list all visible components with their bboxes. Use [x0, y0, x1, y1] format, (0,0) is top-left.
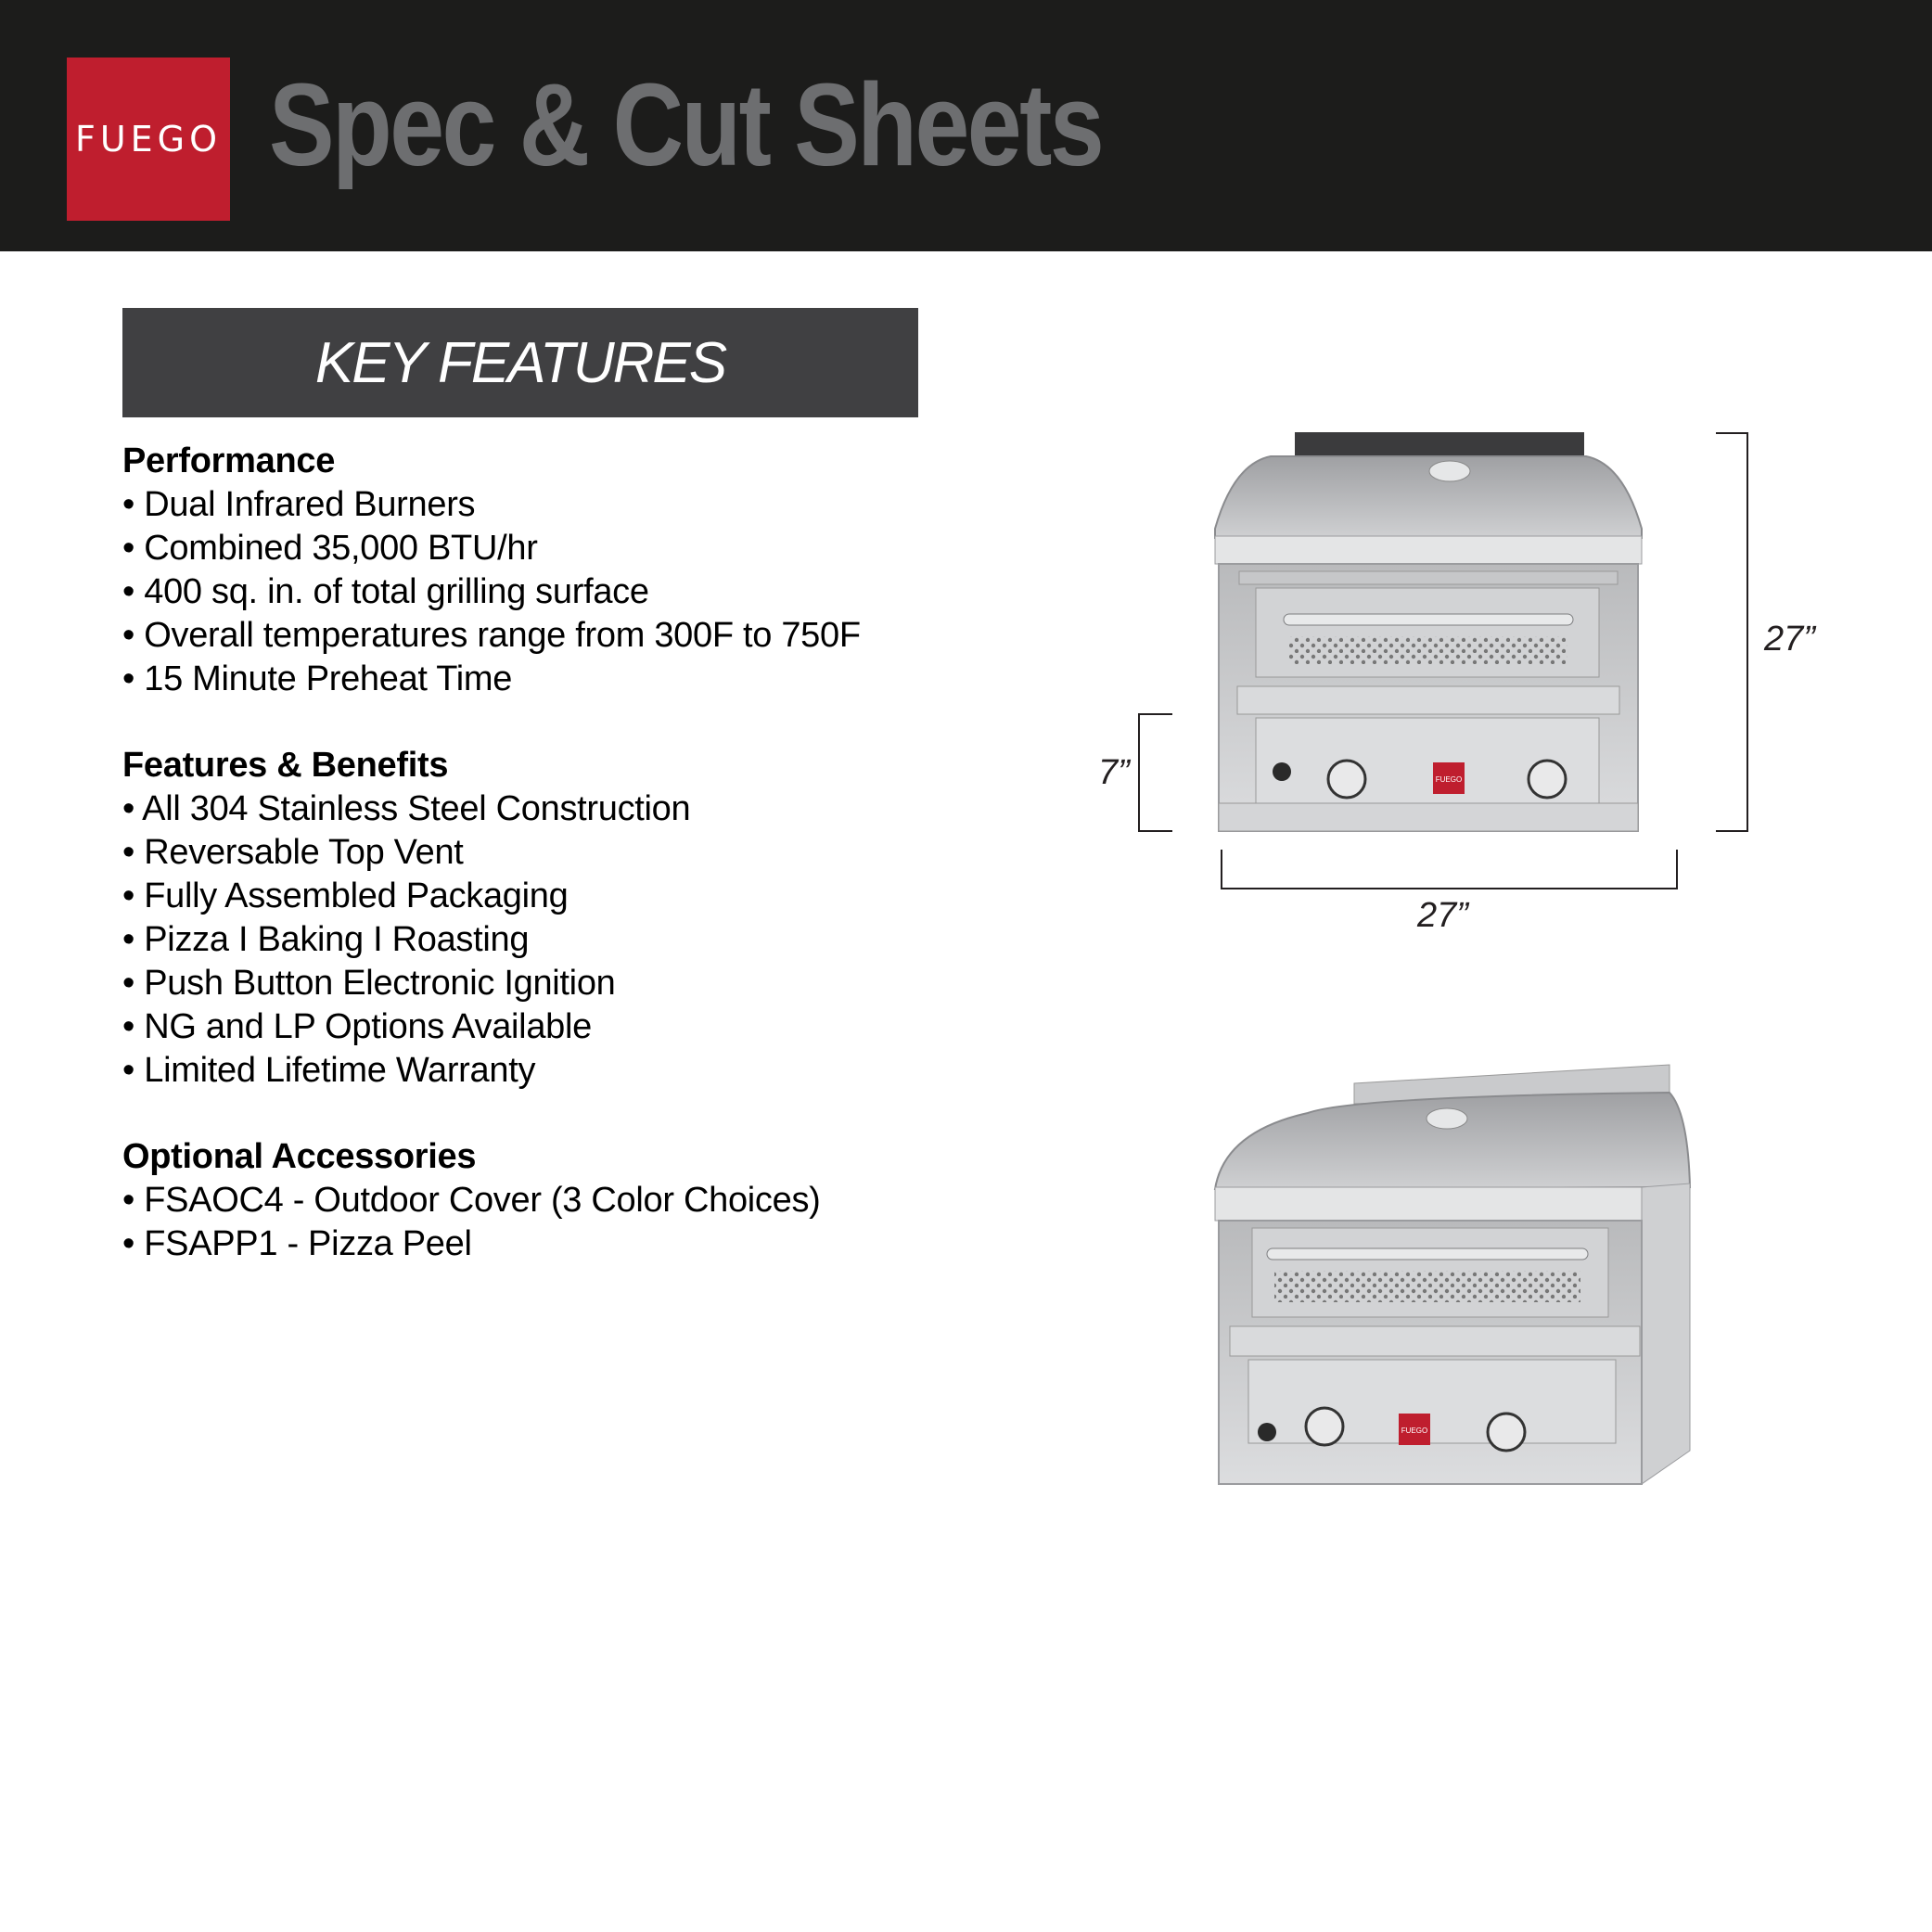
height-dimension-line [1716, 433, 1747, 831]
list-item: • Dual Infrared Burners [122, 485, 476, 524]
product-illustrations [1076, 408, 1836, 1521]
oven-top-trim [1239, 571, 1618, 584]
section-optional-accessories [122, 1135, 939, 1266]
height-dimension-label: 27” [1764, 620, 1815, 659]
burner-knob-left-3d [1306, 1408, 1343, 1445]
vent-holes [1289, 636, 1567, 664]
burner-knob-right [1529, 761, 1566, 798]
list-item: • Push Button Electronic Ignition [122, 964, 616, 1003]
door-handle-3d [1267, 1248, 1588, 1260]
page-title: Spec & Cut Sheets [269, 59, 1103, 190]
list-item: • Overall temperatures range from 300F to 750F [122, 616, 861, 655]
list-item: • NG and LP Options Available [122, 1007, 592, 1046]
control-panel-3d [1248, 1360, 1616, 1443]
perspective-badge-text: FUEGO [1401, 1427, 1428, 1435]
front-badge-text: FUEGO [1435, 775, 1463, 784]
fuego-logo [67, 58, 230, 221]
page-header [0, 0, 1932, 251]
list-item: • Fully Assembled Packaging [122, 876, 569, 915]
grill-base [1219, 803, 1638, 831]
list-item: • Combined 35,000 BTU/hr [122, 529, 538, 568]
temperature-gauge [1429, 461, 1470, 481]
section-features-benefits [122, 744, 939, 1093]
lid-band [1215, 536, 1642, 564]
key-features-heading: KEY FEATURES [314, 330, 726, 395]
temperature-gauge-3d [1427, 1108, 1467, 1129]
logo-text: FUEGO [74, 119, 223, 160]
grill-lid-3d [1215, 1093, 1690, 1189]
list-item: • Reversable Top Vent [122, 833, 464, 872]
list-item: • Limited Lifetime Warranty [122, 1051, 536, 1090]
list-item: • 15 Minute Preheat Time [122, 659, 513, 698]
list-item: • 400 sq. in. of total grilling surface [122, 572, 649, 611]
section-title: Features & Benefits [122, 746, 449, 785]
list-item: • FSAPP1 - Pizza Peel [122, 1224, 472, 1263]
perspective-view-grill [1215, 1065, 1690, 1484]
product-images [1076, 408, 1836, 1521]
grill-side-3d [1642, 1184, 1690, 1484]
grill-lid [1215, 456, 1642, 538]
control-shelf [1237, 686, 1619, 714]
list-item: • FSAOC4 - Outdoor Cover (3 Color Choices) [122, 1181, 821, 1220]
key-features-heading-box [122, 308, 918, 417]
door-handle [1284, 614, 1573, 625]
vent-holes-3d [1274, 1271, 1580, 1302]
lid-band-3d [1215, 1187, 1642, 1221]
section-title: Optional Accessories [122, 1137, 477, 1176]
burner-knob-left [1328, 761, 1365, 798]
list-item: • All 304 Stainless Steel Construction [122, 789, 691, 828]
base-height-dimension-label: 7” [1098, 753, 1130, 792]
section-performance [122, 440, 939, 701]
width-dimension-label: 27” [1417, 896, 1468, 935]
features-list [122, 440, 939, 1309]
ignition-button-3d [1258, 1423, 1276, 1441]
front-view-grill [1215, 432, 1642, 831]
burner-knob-right-3d [1488, 1414, 1525, 1451]
ignition-button [1273, 762, 1291, 781]
section-title: Performance [122, 441, 336, 480]
list-item: • Pizza I Baking I Roasting [122, 920, 530, 959]
base-dimension-line [1139, 714, 1172, 831]
width-dimension-line [1222, 850, 1677, 889]
rear-vent [1295, 432, 1584, 458]
control-shelf-3d [1230, 1326, 1640, 1356]
